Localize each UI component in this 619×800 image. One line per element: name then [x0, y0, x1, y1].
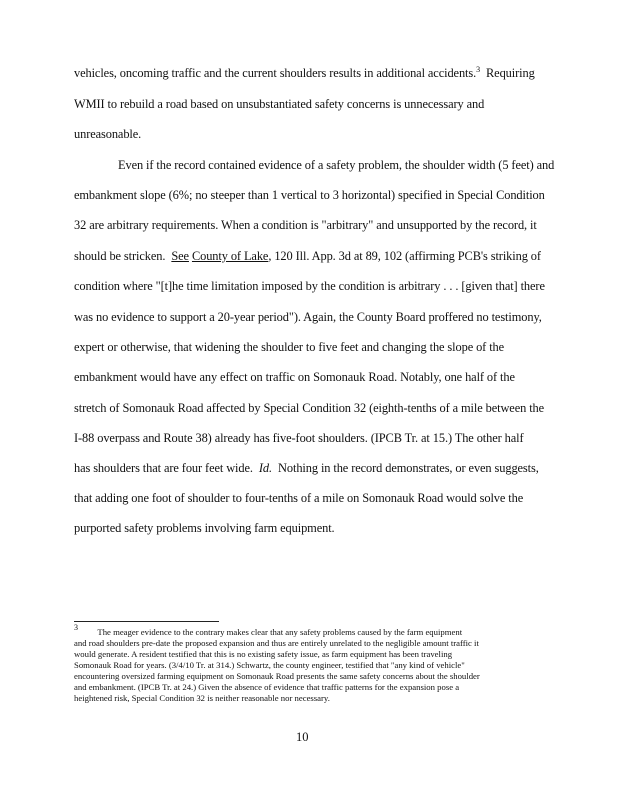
footnote-separator	[74, 621, 219, 622]
body-text: vehicles, oncoming traffic and the current shoulders results in additional accidents.	[74, 66, 477, 80]
page-number: 10	[296, 730, 309, 744]
body-line-9: was no evidence to support a 20-year period"). Again, the County Board proffered no testimony,	[74, 310, 542, 324]
body-line-16: purported safety problems involving farm equipment.	[74, 521, 335, 535]
body-line-4: Even if the record contained evidence of a safety problem, the shoulder width (5 feet) and	[118, 158, 555, 172]
footnote-line-2: and road shoulders pre-date the proposed expansion and thus are entirely unrelated to the negligible amount traffic it	[74, 638, 479, 648]
footnote-line-4: Somonauk Road for years. (3/4/10 Tr. at 314.) Schwartz, the county engineer, testified that "any kind of vehicle"	[74, 660, 465, 670]
footnote-reference[interactable]: 3	[476, 65, 481, 74]
body-line-2: WMII to rebuild a road based on unsubstantiated safety concerns is unnecessary and	[74, 97, 485, 111]
body-line-15: that adding one foot of shoulder to four-tenths of a mile on Somonauk Road would solve the	[74, 491, 524, 505]
body-line-14	[74, 461, 539, 475]
footnote-line-1	[74, 623, 463, 638]
body-line-12: stretch of Somonauk Road affected by Special Condition 32 (eighth-tenths of a mile between the	[74, 401, 545, 415]
body-line-5: embankment slope (6%; no steeper than 1 vertical to 3 horizontal) specified in Special Condition	[74, 188, 545, 202]
body-line-6: 32 are arbitrary requirements. When a condition is "arbitrary" and unsupported by the record, it	[74, 218, 537, 232]
body-line-10: expert or otherwise, that widening the shoulder to five feet and changing the slope of the	[74, 340, 505, 354]
body-text: Nothing in the record demonstrates, or even suggests,	[272, 461, 539, 475]
footnote-line-6: and embankment. (IPCB Tr. at 24.) Given the absence of evidence that traffic patterns for the expansion pose a	[74, 682, 460, 692]
body-line-11: embankment would have any effect on traffic on Somonauk Road. Notably, one half of the	[74, 370, 515, 384]
body-line-13: I-88 overpass and Route 38) already has five-foot shoulders. (IPCB Tr. at 15.) The other half	[74, 431, 524, 445]
body-line-1	[74, 66, 535, 80]
case-citation: County of Lake	[191, 249, 269, 263]
body-line-7	[74, 249, 541, 263]
body-text: has shoulders that are four feet wide.	[74, 461, 259, 475]
body-text: Requiring	[480, 66, 535, 80]
citation-signal: See	[171, 249, 189, 263]
footnote-line-5: encountering oversized farming equipment on Somonauk Road presents the same safety concerns about the shoulder	[74, 671, 480, 681]
body-line-3: unreasonable.	[74, 127, 142, 141]
footnote-marker: 3	[74, 623, 78, 632]
body-text: should be stricken.	[74, 249, 172, 263]
body-line-8: condition where "[t]he time limitation imposed by the condition is arbitrary . . . [given that] there	[74, 279, 545, 293]
citation-id: Id.	[258, 461, 273, 475]
body-text: , 120 Ill. App. 3d at 89, 102 (affirming PCB's striking of	[268, 249, 541, 263]
footnote-line-3: would generate. A resident testified that this is no existing safety issue, as farm equipment has been traveling	[74, 649, 453, 659]
footnote-line-7: heightened risk, Special Condition 32 is neither reasonable nor necessary.	[74, 693, 330, 703]
footnote-text: The meager evidence to the contrary makes clear that any safety problems caused by the farm equipment	[78, 627, 463, 637]
